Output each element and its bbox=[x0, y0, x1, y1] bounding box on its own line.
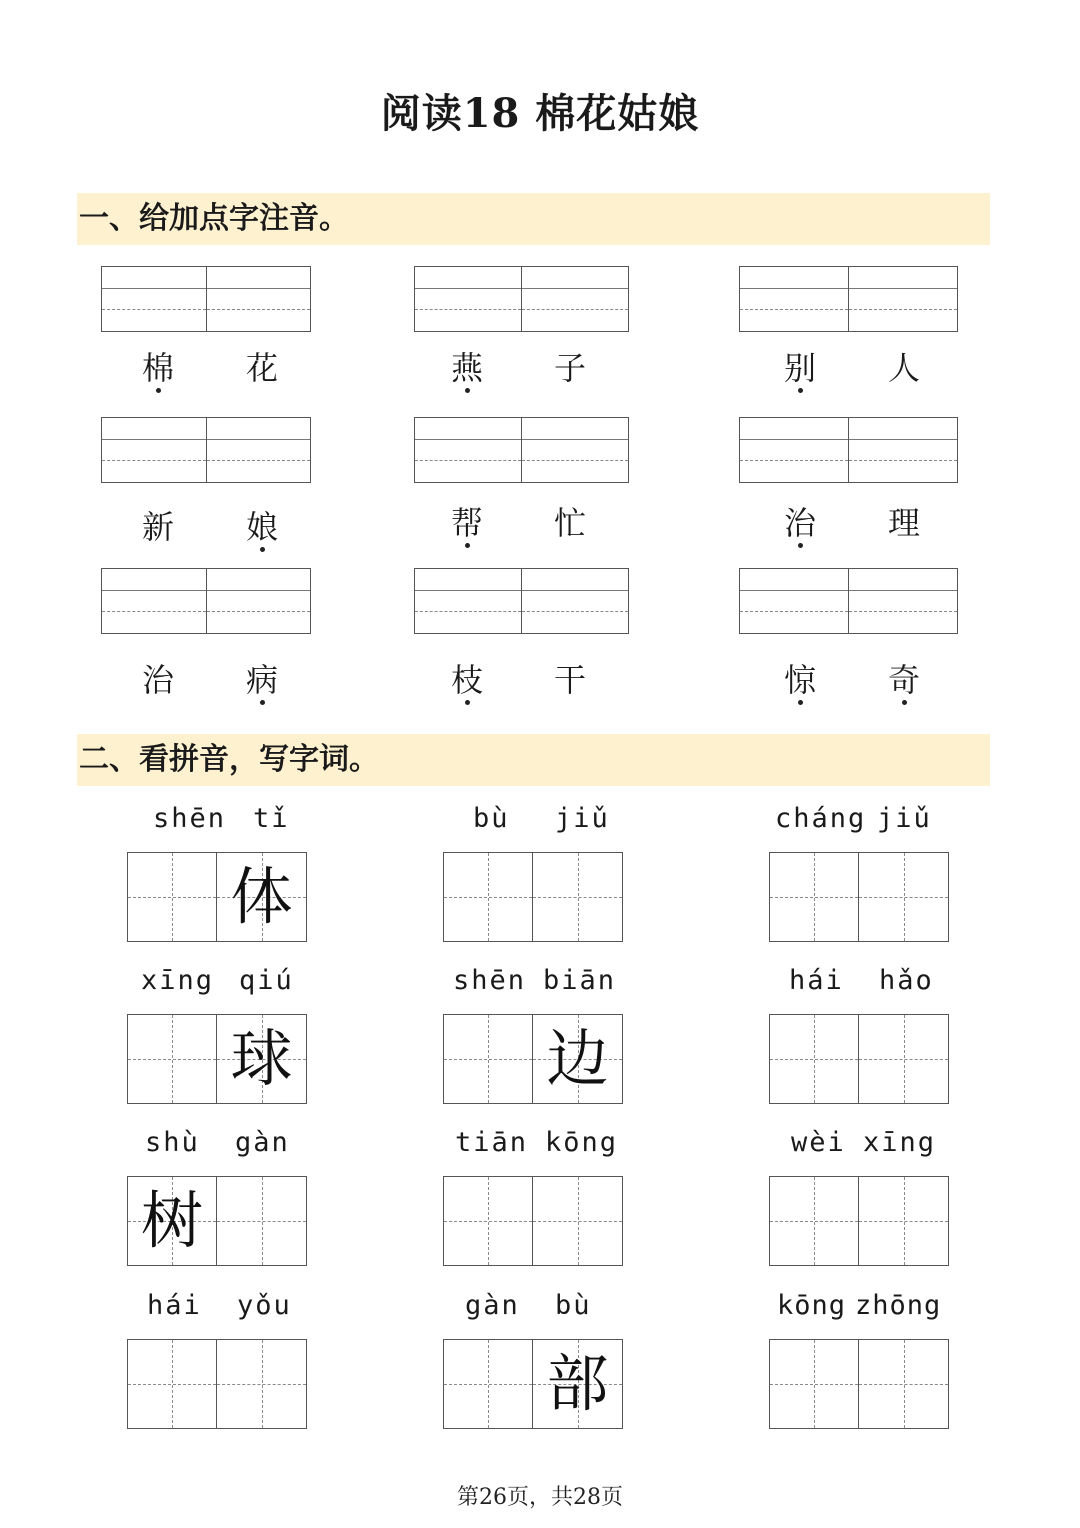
page-title: 阅读18 棉花姑娘 bbox=[380, 90, 700, 137]
pinyin-syllable: jiǔ bbox=[555, 803, 610, 834]
tianzige-cell[interactable] bbox=[444, 1340, 533, 1428]
dotted-character: 帮 bbox=[442, 503, 492, 543]
written-character: 树 bbox=[140, 1184, 203, 1257]
tianzige-item bbox=[127, 1288, 307, 1428]
tianzige-grid[interactable] bbox=[769, 1014, 949, 1104]
tianzige-grid[interactable] bbox=[443, 1176, 623, 1266]
pinyin-syllable: zhōng bbox=[855, 1290, 942, 1321]
dotted-character: 别 bbox=[775, 348, 825, 388]
written-character bbox=[217, 1340, 306, 1428]
tianzige-grid[interactable] bbox=[443, 1339, 623, 1429]
tianzige-grid[interactable] bbox=[127, 852, 307, 942]
tianzige-cell[interactable] bbox=[217, 853, 306, 941]
tianzige-grid[interactable] bbox=[443, 1014, 623, 1104]
pinyin-syllable: shēn bbox=[453, 965, 527, 996]
tianzige-item bbox=[443, 1288, 623, 1428]
tianzige-item bbox=[769, 963, 949, 1103]
tianzige-cell[interactable] bbox=[859, 853, 948, 941]
tianzige-grid[interactable] bbox=[769, 852, 949, 942]
tianzige-cell[interactable] bbox=[859, 1340, 948, 1428]
tianzige-cell[interactable] bbox=[217, 1340, 306, 1428]
tianzige-cell[interactable] bbox=[128, 853, 217, 941]
pinyin-cell[interactable] bbox=[415, 418, 522, 482]
pinyin-syllable: hái bbox=[789, 965, 844, 996]
written-character bbox=[859, 1015, 948, 1103]
character: 花 bbox=[245, 349, 278, 387]
pinyin-syllable: jiǔ bbox=[877, 803, 932, 834]
pinyin-cell[interactable] bbox=[522, 418, 628, 482]
character: 干 bbox=[553, 661, 586, 699]
tianzige-item bbox=[127, 963, 307, 1103]
dotted-character: 燕 bbox=[442, 348, 492, 388]
written-character bbox=[859, 1177, 948, 1265]
tianzige-cell[interactable] bbox=[444, 1177, 533, 1265]
pinyin-cell[interactable] bbox=[207, 569, 311, 633]
pinyin-syllable: yǒu bbox=[237, 1290, 292, 1321]
pinyin-cell[interactable] bbox=[522, 569, 628, 633]
pinyin-syllable: xīng bbox=[141, 965, 215, 996]
tianzige-grid[interactable] bbox=[127, 1176, 307, 1266]
tianzige-item bbox=[127, 1125, 307, 1265]
pinyin-writing-box[interactable] bbox=[739, 266, 958, 332]
written-character: 球 bbox=[230, 1022, 293, 1095]
tianzige-cell[interactable] bbox=[533, 853, 622, 941]
pinyin-syllable: cháng bbox=[775, 803, 867, 834]
dotted-character: 奇 bbox=[879, 660, 929, 700]
pinyin-label bbox=[769, 1288, 949, 1324]
tianzige-cell[interactable] bbox=[770, 1177, 859, 1265]
pinyin-label bbox=[443, 801, 623, 837]
written-character: 部 bbox=[546, 1347, 609, 1420]
pinyin-label bbox=[443, 963, 623, 999]
pinyin-syllable: shēn bbox=[153, 803, 227, 834]
tianzige-item bbox=[769, 1288, 949, 1428]
character: 理 bbox=[887, 504, 920, 542]
pinyin-writing-box[interactable] bbox=[414, 417, 629, 483]
pinyin-syllable: bù bbox=[555, 1290, 592, 1321]
section-2-heading: 二、看拼音，写字词。 bbox=[77, 734, 990, 786]
pinyin-writing-box[interactable] bbox=[414, 266, 629, 332]
tianzige-grid[interactable] bbox=[769, 1339, 949, 1429]
pinyin-writing-box[interactable] bbox=[739, 417, 958, 483]
written-character bbox=[859, 1340, 948, 1428]
dotted-character: 治 bbox=[775, 503, 825, 543]
pinyin-syllable: kōng bbox=[545, 1127, 619, 1158]
pinyin-syllable: hǎo bbox=[879, 965, 934, 996]
dotted-character: 惊 bbox=[775, 660, 825, 700]
pinyin-cell[interactable] bbox=[740, 267, 849, 331]
pinyin-syllable: biān bbox=[543, 965, 617, 996]
pinyin-cell[interactable] bbox=[740, 418, 849, 482]
tianzige-grid[interactable] bbox=[443, 852, 623, 942]
tianzige-grid[interactable] bbox=[769, 1176, 949, 1266]
tianzige-cell[interactable] bbox=[217, 1015, 306, 1103]
pinyin-cell[interactable] bbox=[415, 267, 522, 331]
tianzige-cell[interactable] bbox=[444, 1015, 533, 1103]
tianzige-cell[interactable] bbox=[859, 1177, 948, 1265]
character: 新 bbox=[141, 508, 174, 546]
section-1-heading: 一、给加点字注音。 bbox=[77, 193, 990, 245]
dotted-character: 病 bbox=[237, 660, 287, 700]
pinyin-cell[interactable] bbox=[740, 569, 849, 633]
pinyin-syllable: qiú bbox=[239, 965, 294, 996]
pinyin-label bbox=[127, 1288, 307, 1324]
pinyin-syllable: tǐ bbox=[253, 803, 290, 834]
pinyin-cell[interactable] bbox=[207, 267, 311, 331]
tianzige-cell[interactable] bbox=[128, 1340, 217, 1428]
pinyin-cell[interactable] bbox=[849, 569, 957, 633]
tianzige-grid[interactable] bbox=[127, 1014, 307, 1104]
pinyin-syllable: xīng bbox=[863, 1127, 937, 1158]
pinyin-syllable: hái bbox=[147, 1290, 202, 1321]
written-character: 体 bbox=[230, 860, 293, 933]
tianzige-item bbox=[443, 963, 623, 1103]
tianzige-cell[interactable] bbox=[770, 1015, 859, 1103]
written-character bbox=[859, 853, 948, 941]
tianzige-cell[interactable] bbox=[128, 1177, 217, 1265]
tianzige-grid[interactable] bbox=[127, 1339, 307, 1429]
pinyin-syllable: gàn bbox=[465, 1290, 520, 1321]
pinyin-label bbox=[127, 963, 307, 999]
tianzige-cell[interactable] bbox=[217, 1177, 306, 1265]
tianzige-item bbox=[769, 1125, 949, 1265]
tianzige-cell[interactable] bbox=[770, 853, 859, 941]
pinyin-cell[interactable] bbox=[102, 267, 207, 331]
pinyin-cell[interactable] bbox=[415, 569, 522, 633]
pinyin-writing-box[interactable] bbox=[101, 568, 311, 634]
pinyin-writing-box[interactable] bbox=[739, 568, 958, 634]
pinyin-cell[interactable] bbox=[102, 418, 207, 482]
pinyin-cell[interactable] bbox=[102, 569, 207, 633]
tianzige-item bbox=[443, 801, 623, 941]
pinyin-writing-box[interactable] bbox=[101, 417, 311, 483]
pinyin-cell[interactable] bbox=[522, 267, 628, 331]
pinyin-label bbox=[127, 1125, 307, 1161]
pinyin-cell[interactable] bbox=[207, 418, 311, 482]
pinyin-label bbox=[443, 1125, 623, 1161]
pinyin-writing-box[interactable] bbox=[414, 568, 629, 634]
page-footer: 第26页，共28页 bbox=[457, 1485, 623, 1510]
tianzige-cell[interactable] bbox=[533, 1015, 622, 1103]
pinyin-writing-box[interactable] bbox=[101, 266, 311, 332]
written-character bbox=[533, 853, 622, 941]
pinyin-syllable: kōng bbox=[777, 1290, 847, 1321]
pinyin-syllable: wèi bbox=[791, 1127, 846, 1158]
dotted-character: 棉 bbox=[133, 348, 183, 388]
dotted-character: 娘 bbox=[237, 507, 287, 547]
pinyin-syllable: bù bbox=[473, 803, 510, 834]
pinyin-cell[interactable] bbox=[849, 418, 957, 482]
tianzige-cell[interactable] bbox=[533, 1177, 622, 1265]
tianzige-cell[interactable] bbox=[128, 1015, 217, 1103]
tianzige-cell[interactable] bbox=[770, 1340, 859, 1428]
tianzige-cell[interactable] bbox=[444, 853, 533, 941]
tianzige-item bbox=[443, 1125, 623, 1265]
tianzige-cell[interactable] bbox=[533, 1340, 622, 1428]
pinyin-label bbox=[127, 801, 307, 837]
tianzige-cell[interactable] bbox=[859, 1015, 948, 1103]
written-character: 边 bbox=[546, 1022, 609, 1095]
written-character bbox=[533, 1177, 622, 1265]
pinyin-syllable: tiān bbox=[455, 1127, 529, 1158]
character: 忙 bbox=[553, 504, 586, 542]
pinyin-label bbox=[769, 801, 949, 837]
pinyin-label bbox=[769, 1125, 949, 1161]
character: 子 bbox=[553, 349, 586, 387]
pinyin-label bbox=[443, 1288, 623, 1324]
tianzige-item bbox=[127, 801, 307, 941]
pinyin-syllable: gàn bbox=[235, 1127, 290, 1158]
character: 治 bbox=[141, 661, 174, 699]
tianzige-item bbox=[769, 801, 949, 941]
dotted-character: 枝 bbox=[442, 660, 492, 700]
character: 人 bbox=[887, 349, 920, 387]
pinyin-syllable: shù bbox=[145, 1127, 200, 1158]
pinyin-label bbox=[769, 963, 949, 999]
pinyin-cell[interactable] bbox=[849, 267, 957, 331]
